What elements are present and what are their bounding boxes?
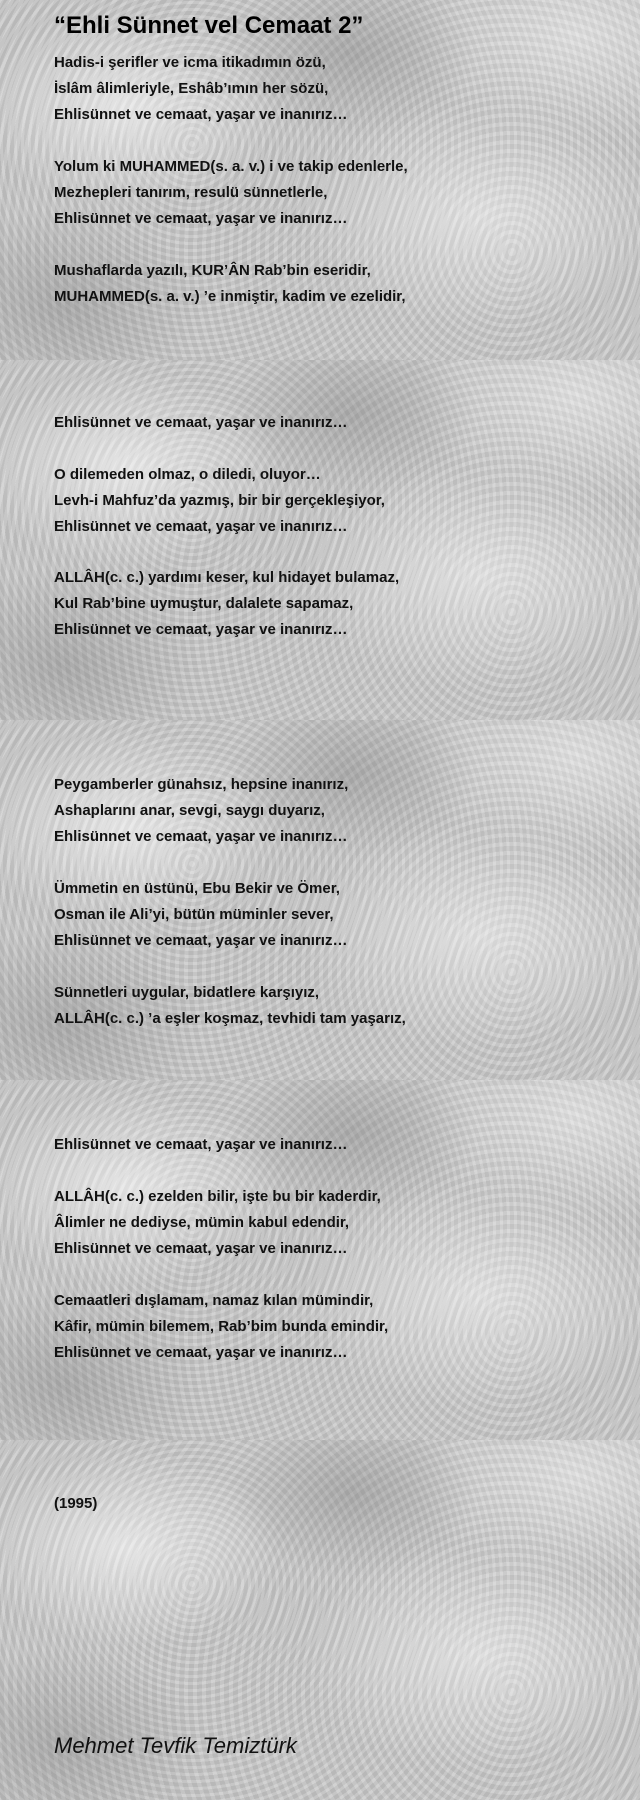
poem-line: Ümmetin en üstünü, Ebu Bekir ve Ömer,: [54, 880, 340, 897]
poem-line: ALLÂH(c. c.) yardımı keser, kul hidayet bulamaz,: [54, 569, 400, 586]
poem-line: Sünnetleri uygular, bidatlere karşıyız,: [54, 984, 320, 1001]
poem-card-3: [0, 720, 640, 1080]
stanza: [54, 1288, 388, 1366]
stanza: [54, 565, 399, 643]
poem-line: Ehlisünnet ve cemaat, yaşar ve inanırız…: [54, 621, 348, 638]
poem-line: ALLÂH(c. c.) ezelden bilir, işte bu bir kaderdir,: [54, 1188, 381, 1205]
stanza: [54, 876, 347, 954]
poem-year: (1995): [54, 1495, 98, 1512]
poem-line: Âlimler ne dediyse, mümin kabul edendir,: [54, 1214, 350, 1231]
poem-line: Kul Rab’bine uymuştur, dalalete sapamaz,: [54, 595, 354, 612]
poem-line: Ehlisünnet ve cemaat, yaşar ve inanırız…: [54, 1136, 348, 1153]
poem-card-2: [0, 360, 640, 720]
poem-line: Ehlisünnet ve cemaat, yaşar ve inanırız…: [54, 106, 348, 123]
poem-line: MUHAMMED(s. a. v.) ’e inmiştir, kadim ve ezelidir,: [54, 288, 406, 305]
stanza: [54, 258, 406, 310]
poem-line: Ehlisünnet ve cemaat, yaşar ve inanırız…: [54, 1240, 348, 1257]
poem-line: Ashaplarını anar, sevgi, saygı duyarız,: [54, 802, 325, 819]
stanza: [54, 50, 347, 128]
poem-line: Peygamberler günahsız, hepsine inanırız,: [54, 776, 349, 793]
stanza: [54, 980, 406, 1032]
stanza: [54, 410, 347, 436]
poem-line: Yolum ki MUHAMMED(s. a. v.) i ve takip edenlerle,: [54, 158, 408, 175]
poem-line: Mezhepleri tanırım, resulü sünnetlerle,: [54, 184, 328, 201]
poem-card-5: [0, 1440, 640, 1800]
poem-card-1: [0, 0, 640, 360]
poem-line: ALLÂH(c. c.) ’a eşler koşmaz, tevhidi tam yaşarız,: [54, 1010, 406, 1027]
poem-card-4: [0, 1080, 640, 1440]
poem-line: Ehlisünnet ve cemaat, yaşar ve inanırız…: [54, 1344, 348, 1361]
stanza: [54, 462, 385, 540]
poem-line: Ehlisünnet ve cemaat, yaşar ve inanırız…: [54, 210, 348, 227]
poem-line: Mushaflarda yazılı, KUR’ÂN Rab’bin eseridir,: [54, 262, 371, 279]
stanza: [54, 772, 348, 850]
poem-line: Cemaatleri dışlamam, namaz kılan mümindir,: [54, 1292, 374, 1309]
poem-line: Osman ile Ali’yi, bütün müminler sever,: [54, 906, 334, 923]
poem-line: Ehlisünnet ve cemaat, yaşar ve inanırız…: [54, 828, 348, 845]
stanza: [54, 154, 408, 232]
poem-line: Kâfir, mümin bilemem, Rab’bim bunda emindir,: [54, 1318, 389, 1335]
author-signature: Mehmet Tevfik Temiztürk: [54, 1733, 297, 1758]
poem-line: Ehlisünnet ve cemaat, yaşar ve inanırız…: [54, 932, 348, 949]
poem-line: Hadis-i şerifler ve icma itikadımın özü,: [54, 54, 326, 71]
poem-line: İslâm âlimleriyle, Eshâb’ımın her sözü,: [54, 80, 329, 97]
poem-line: Ehlisünnet ve cemaat, yaşar ve inanırız…: [54, 414, 348, 431]
poem-line: O dilemeden olmaz, o diledi, oluyor…: [54, 466, 321, 483]
poem-title: “Ehli Sünnet vel Cemaat 2”: [54, 12, 364, 39]
poem-line: Levh-i Mahfuz’da yazmış, bir bir gerçekleşiyor,: [54, 492, 385, 509]
poem-line: Ehlisünnet ve cemaat, yaşar ve inanırız…: [54, 518, 348, 535]
stanza: [54, 1132, 347, 1158]
stanza: [54, 1184, 381, 1262]
